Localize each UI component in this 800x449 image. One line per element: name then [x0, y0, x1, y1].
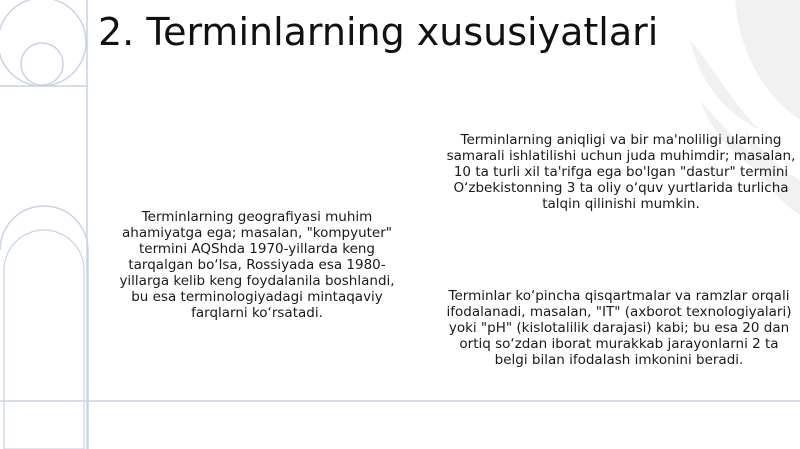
slide-title: 2. Terminlarning xususiyatlari [98, 10, 659, 54]
decor-arch-inner [4, 230, 84, 449]
text-block-abbreviations: Terminlar ko‘pincha qisqartmalar va ramzlar orqali ifodalanadi, masalan, "IT" (axborot texnologiyalari) yoki "pH" (kislotalilik darajasi) kabi; bu esa 20 dan ortiq so‘zdan iborat murakkab jarayonlarni 2 ta belgi bilan ifodalash imkonini beradi. [446, 288, 792, 368]
text-block-geography: Terminlarning geografiyasi muhim ahamiyatga ega; masalan, "kompyuter" termini AQShda 1970-yillarda keng tarqalgan bo‘lsa, Rossiyada esa 1980-yillarga kelib keng foydalanila boshlandi, bu esa terminologiyadagi mintaqaviy farqlarni ko‘rsatadi. [119, 209, 395, 321]
text-block-precision: Terminlarning aniqligi va bir ma'noliligi ularning samarali ishlatilishi uchun juda muhimdir; masalan, 10 ta turli xil ta'rifga ega bo'lgan "dastur" termini O‘zbekistonning 3 ta oliy o‘quv yurtlarida turlicha talqin qilinishi mumkin. [446, 132, 796, 212]
decor-arch-outer [0, 206, 88, 449]
decor-circle-small [21, 43, 63, 85]
